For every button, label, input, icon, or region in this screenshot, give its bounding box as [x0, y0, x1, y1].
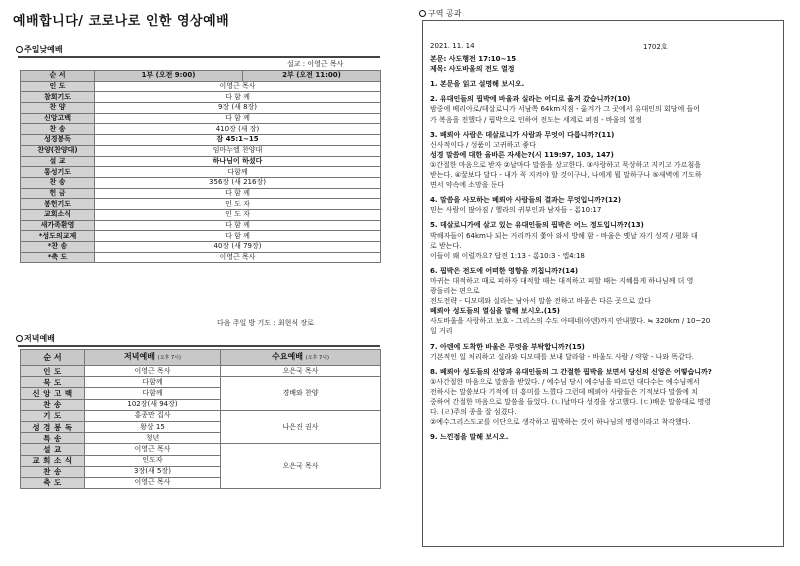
- day-service-table: [20, 70, 381, 263]
- row-value: 인 도 자: [95, 209, 381, 220]
- header-second-service: 2부 (오전 11:00): [243, 71, 381, 82]
- lesson-text: 광돌리는 편으로: [430, 287, 480, 295]
- row-label: 찬양(찬양대): [21, 145, 95, 156]
- header-wednesday-time: (오후 7시): [305, 355, 329, 361]
- row-value: 다함께: [95, 167, 381, 178]
- evening-value: 인도자: [85, 455, 221, 466]
- evening-value: 이영근 목사: [85, 366, 221, 377]
- lesson-text: 가 복음을 전했다 / 핍박으로 인하여 전도는 세계로 퍼짐 - 바울의 열정: [430, 115, 642, 124]
- header-evening-label: 저녁예배: [124, 352, 155, 361]
- header-wednesday: [221, 350, 381, 366]
- wednesday-value: 나은진 권사: [221, 410, 381, 444]
- sermon-preacher: 설교 : 이영근 목사: [287, 60, 344, 68]
- header-evening-time: (오후 7시): [157, 355, 181, 361]
- row-value: 40장 (새 79장): [95, 242, 381, 253]
- table-header-row: [21, 350, 381, 366]
- table-row: [21, 167, 381, 178]
- lesson-text: 이들이 왜 이럴까요? 답전 1:13 - 롬10:3 - 엡4:18: [430, 251, 585, 260]
- lesson-date: 2021. 11. 14: [430, 42, 475, 50]
- row-value: 9장 (새 8장): [95, 103, 381, 114]
- evening-value: 102장(새 94장): [85, 399, 221, 410]
- table-row: [21, 103, 381, 114]
- lesson-question: 4. 말씀을 사모하는 베뢰아 사람들의 결과는 무엇입니까?(12): [430, 196, 622, 205]
- table-row: [21, 135, 381, 146]
- row-label: 찬 양: [21, 103, 95, 114]
- row-label: 인 도: [21, 366, 85, 377]
- row-label: 찬 송: [21, 399, 85, 410]
- evening-value: 3장(새 5장): [85, 466, 221, 477]
- lesson-text: 면서 약속에 소망을 둔다: [430, 181, 505, 190]
- lesson-question: 1. 본문을 읽고 설명해 보시오.: [430, 80, 525, 89]
- lesson-text: 일 거리: [430, 327, 453, 336]
- row-value: 다 함 께: [95, 113, 381, 124]
- row-label: 통성기도: [21, 167, 95, 178]
- row-value: 410장 (새 장): [95, 124, 381, 135]
- lesson-question: 8. 베뢰아 성도들의 신앙과 유대인들의 그 간절한 핍박을 보면서 당신의 신앙은 어떻습니까?: [430, 367, 712, 376]
- table-row: [21, 377, 381, 388]
- row-value: 다 함 께: [95, 92, 381, 103]
- table-header-row: [21, 71, 381, 82]
- lesson-question: 본문: 사도행전 17:10~15: [430, 55, 517, 63]
- table-row: [21, 220, 381, 231]
- lesson-text: 로 받는다.: [430, 241, 462, 250]
- lesson-question: 2. 유대인들의 핍박에 바울과 실라는 어디로 옮겨 갔습니까?(10): [430, 95, 631, 104]
- lesson-text: 다. (ㄹ)주의 종을 잘 섬겼다.: [430, 408, 517, 417]
- lesson-question: 베뢰아 성도들의 열심을 말해 보시오.(15): [430, 307, 560, 316]
- row-label: 특 송: [21, 433, 85, 444]
- evening-value: 왕상 15: [85, 421, 221, 432]
- row-label: 축 도: [21, 477, 85, 488]
- evening-service-table: [20, 349, 381, 489]
- lesson-question: 7. 아덴에 도착한 바울은 무엇을 부탁합니까?(15): [430, 342, 585, 351]
- lesson-text: 기본적인 일 처리하고 실라와 디모데를 보내 달라함 - 바울도 사람 / 약함 - 나와 똑같다.: [430, 352, 694, 361]
- evening-value: 다함께: [85, 388, 221, 399]
- lesson-text: ①간절한 마음으로 받자 ②날마다 말씀을 상고한다. ③사랑하고 묵상하고 지키고 가르침을: [430, 160, 701, 169]
- page-title: 예배합니다/ 코로나로 인한 영상예배: [13, 14, 230, 29]
- table-row: [21, 177, 381, 188]
- row-value: 이영근 목사: [95, 81, 381, 92]
- row-value: 다 함 께: [95, 220, 381, 231]
- next-prayer-note: 다음 주일 방 기도 : 최현식 장로: [217, 319, 314, 327]
- lesson-text: 전도전략 - 디모데와 실라는 남아서 말씀 전하고 바울은 다른 곳으로 갔다: [430, 297, 651, 306]
- header-first-service: 1부 (오전 9:00): [95, 71, 243, 82]
- bulletin-page-right: [400, 0, 800, 566]
- header-order: 순 서: [21, 350, 85, 366]
- table-row: [21, 92, 381, 103]
- row-label: 찬 송: [21, 466, 85, 477]
- row-label: *찬 송: [21, 242, 95, 253]
- table-row: [21, 156, 381, 167]
- row-label: 설 교: [21, 156, 95, 167]
- header-order: 순 서: [21, 71, 95, 82]
- evening-value: 이영근 목사: [85, 444, 221, 455]
- wednesday-value: 오은국 목사: [221, 366, 381, 377]
- table-row: [21, 231, 381, 242]
- lesson-text: ②예수그리스도교를 이단으로 생각하고 핍박하는 것이 하나님의 명령이라고 착각했다.: [430, 418, 691, 427]
- evening-value: 청년: [85, 433, 221, 444]
- table-row: [21, 145, 381, 156]
- section-day-service: 주일낮예배: [16, 44, 63, 55]
- row-value: 임마누엘 찬양대: [95, 145, 381, 156]
- row-label: 성 경 봉 독: [21, 421, 85, 432]
- table-row: [21, 242, 381, 253]
- section-evening-service: 저녁예배: [16, 333, 55, 344]
- header-wednesday-label: 수요예배: [272, 352, 303, 361]
- row-label: 성경봉독: [21, 135, 95, 146]
- lesson-question: 성경 말씀에 대한 올바른 자세는?(시 119:97, 103, 147): [430, 150, 614, 159]
- table-row: [21, 199, 381, 210]
- lesson-text: 신사적이다 / 성품이 고귀하고 좋다: [430, 140, 536, 149]
- evening-value: 다함께: [85, 377, 221, 388]
- row-label: 묵 도: [21, 377, 85, 388]
- row-label: 기 도: [21, 410, 85, 421]
- table-row: [21, 113, 381, 124]
- divider: [18, 345, 380, 347]
- lesson-question: 제목: 사도바울의 전도 열정: [430, 65, 515, 74]
- wednesday-value: 경배와 찬양: [221, 377, 381, 411]
- table-row: [21, 188, 381, 199]
- lesson-text: 전하시는 말씀보다 기적에 더 흥미를 느꼈다 그런데 베뢰아 사람들은 기적보다 말씀에 치: [430, 387, 698, 396]
- lesson-text: 중하여 간절한 마음으로 말씀을 들었다. (ㄴ)날마다 성경을 상고했다. (ㄷ)배운 말씀대로 명령: [430, 398, 712, 406]
- evening-value: 홍종만 집사: [85, 410, 221, 421]
- row-value: 356장 (새 216장): [95, 177, 381, 188]
- table-row: [21, 444, 381, 455]
- row-label: 찬 송: [21, 177, 95, 188]
- row-value: 잠 45:1~15: [95, 135, 381, 146]
- row-label: *성도의교제: [21, 231, 95, 242]
- row-label: 참회기도: [21, 92, 95, 103]
- issue-number: 1702호: [643, 43, 668, 51]
- lesson-text: 마귀는 대적하고 때로 피하자 대적할 때는 대적하고 피할 때는 지혜롭게 하나님께 더 영: [430, 276, 694, 285]
- lesson-text: ①사간절한 마음으로 말씀을 받았다. / 예수님 당시 예수님을 따르던 대다수는 예수님께서: [430, 377, 700, 386]
- wednesday-value: 오은국 목사: [221, 444, 381, 489]
- row-label: 교 회 소 식: [21, 455, 85, 466]
- divider: [18, 56, 380, 58]
- table-row: [21, 81, 381, 92]
- row-label: 설 교: [21, 444, 85, 455]
- table-row: [21, 209, 381, 220]
- row-label: 찬 송: [21, 124, 95, 135]
- row-label: 인 도: [21, 81, 95, 92]
- row-label: *축 도: [21, 252, 95, 263]
- row-label: 신 앙 고 백: [21, 388, 85, 399]
- lesson-question: 3. 베뢰아 사람은 데살로니가 사람과 무엇이 다릅니까?(11): [430, 130, 615, 139]
- evening-value: 이영근 목사: [85, 477, 221, 488]
- table-row: [21, 410, 381, 421]
- row-value: 다 함 께: [95, 231, 381, 242]
- header-evening: [85, 350, 221, 366]
- lesson-text: 받는다. ④꿀보다 달다 - 내가 꼭 지켜야 할 것이구나, 나에게 뭘 말하구나 ⑤새벽에 기도하: [430, 171, 702, 179]
- row-label: 교회소식: [21, 209, 95, 220]
- row-label: 헌 금: [21, 188, 95, 199]
- lesson-text: 박해자들이 64km나 되는 거리까지 쫓아 와서 방해 함 - 바울은 옛날 자기 성격 / 평화 대: [430, 231, 698, 240]
- section-cell-lesson: 구역 공과: [419, 8, 461, 19]
- table-row: [21, 252, 381, 263]
- lesson-text: 사도바울을 사랑하고 보호 - 그리스의 수도 아테네(아덴)까지 안내했다. ≒ 320km / 10~20: [430, 317, 711, 326]
- lesson-text: 밤중에 베리아로/데살로니가 서남쪽 64km지점 - 옮겨가 그 곳에서 유대인의 회당에 들어: [430, 105, 701, 114]
- table-row: [21, 124, 381, 135]
- row-label: 봉헌기도: [21, 199, 95, 210]
- row-value: 다 함 께: [95, 188, 381, 199]
- row-label: 새가족환영: [21, 220, 95, 231]
- table-row: [21, 366, 381, 377]
- row-label: 신앙고백: [21, 113, 95, 124]
- lesson-question: 5. 데살로니가에 살고 있는 유대인들의 핍박은 어느 정도입니까?(13): [430, 221, 644, 230]
- row-value: 하나님이 하셨다: [95, 156, 381, 167]
- row-value: 이영근 목사: [95, 252, 381, 263]
- lesson-text: 믿는 사람이 많아짐 / 헬라의 귀부인과 남자들 - 롬10:17: [430, 206, 602, 215]
- lesson-question: 9. 느낀점을 말해 보시오.: [430, 433, 509, 442]
- lesson-question: 6. 핍박은 전도에 어떠한 영향을 끼칩니까?(14): [430, 266, 579, 275]
- row-value: 인 도 자: [95, 199, 381, 210]
